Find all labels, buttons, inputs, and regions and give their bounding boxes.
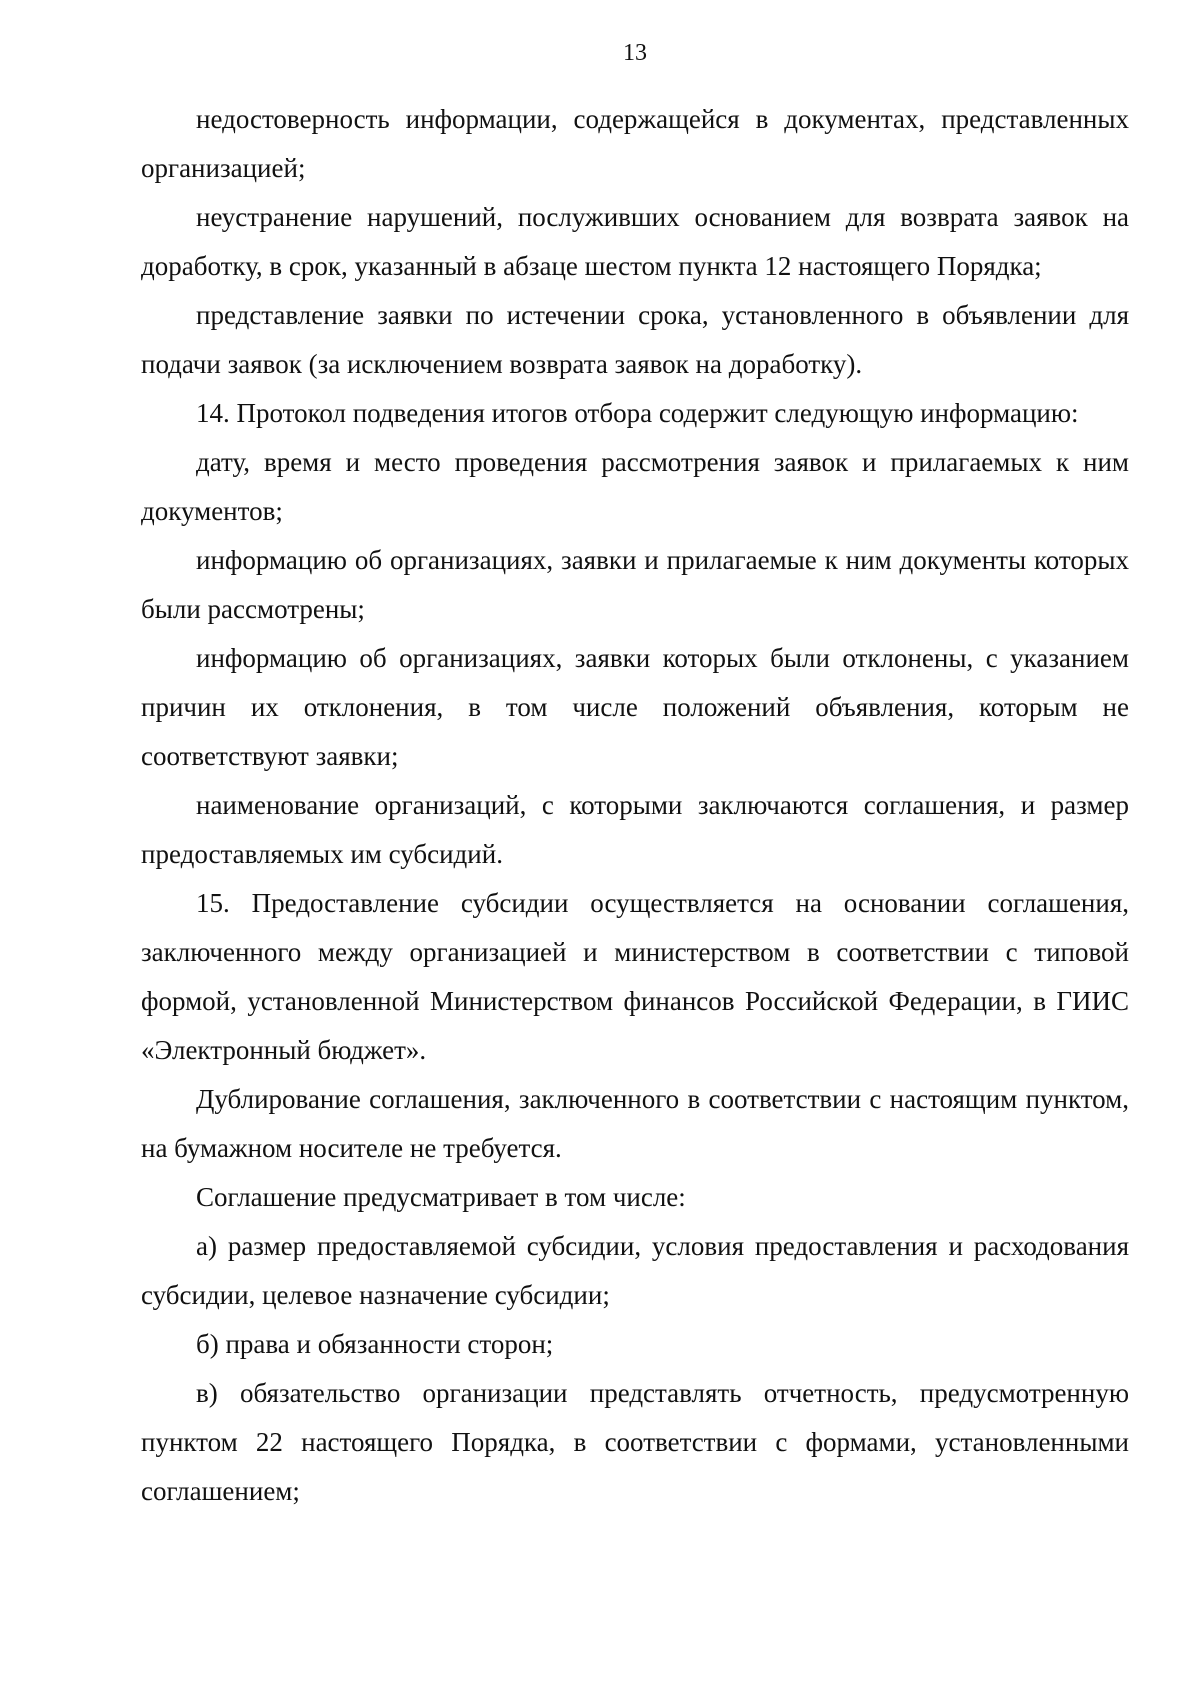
paragraph-subitem-b: б) права и обязанности сторон; bbox=[196, 1329, 554, 1359]
page-number: 13 bbox=[623, 40, 647, 66]
paragraph-subitem-v: в) обязательство организации представлять отчетность, предусмотренную пунктом 22 настоящего Порядка, в соответствии с формами, установленными соглашением; bbox=[141, 1378, 1129, 1506]
paragraph-unreliable-info: недостоверность информации, содержащейся в документах, представленных организацией; bbox=[141, 104, 1129, 183]
paragraph-rejected-orgs: информацию об организациях, заявки которых были отклонены, с указанием причин их отклонения, в том числе положений объявления, которым не соответствуют заявки; bbox=[141, 643, 1129, 771]
document-body bbox=[141, 95, 1129, 1516]
paragraph-late-submission: представление заявки по истечении срока, установленного в объявлении для подачи заявок (за исключением возврата заявок на доработку). bbox=[141, 300, 1129, 379]
paragraph-paper-duplicate: Дублирование соглашения, заключенного в соответствии с настоящим пунктом, на бумажном носителе не требуется. bbox=[141, 1084, 1129, 1163]
paragraph-date-time-place: дату, время и место проведения рассмотрения заявок и прилагаемых к ним документов; bbox=[141, 447, 1129, 526]
paragraph-item-14: 14. Протокол подведения итогов отбора содержит следующую информацию: bbox=[196, 398, 1079, 428]
paragraph-subitem-a: а) размер предоставляемой субсидии, условия предоставления и расходования субсидии, целевое назначение субсидии; bbox=[141, 1231, 1129, 1310]
paragraph-reviewed-orgs: информацию об организациях, заявки и прилагаемые к ним документы которых были рассмотрены; bbox=[141, 545, 1129, 624]
paragraph-unresolved-violations: неустранение нарушений, послуживших основанием для возврата заявок на доработку, в срок, указанный в абзаце шестом пункта 12 настоящего Порядка; bbox=[141, 202, 1129, 281]
paragraph-item-15: 15. Предоставление субсидии осуществляется на основании соглашения, заключенного между организацией и министерством в соответствии с типовой формой, установленной Министерством финансов Российской Федерации, в ГИИС «Электронный бюджет». bbox=[141, 888, 1129, 1065]
paragraph-agreement-orgs: наименование организаций, с которыми заключаются соглашения, и размер предоставляемых им субсидий. bbox=[141, 790, 1129, 869]
paragraph-agreement-includes: Соглашение предусматривает в том числе: bbox=[196, 1182, 686, 1212]
